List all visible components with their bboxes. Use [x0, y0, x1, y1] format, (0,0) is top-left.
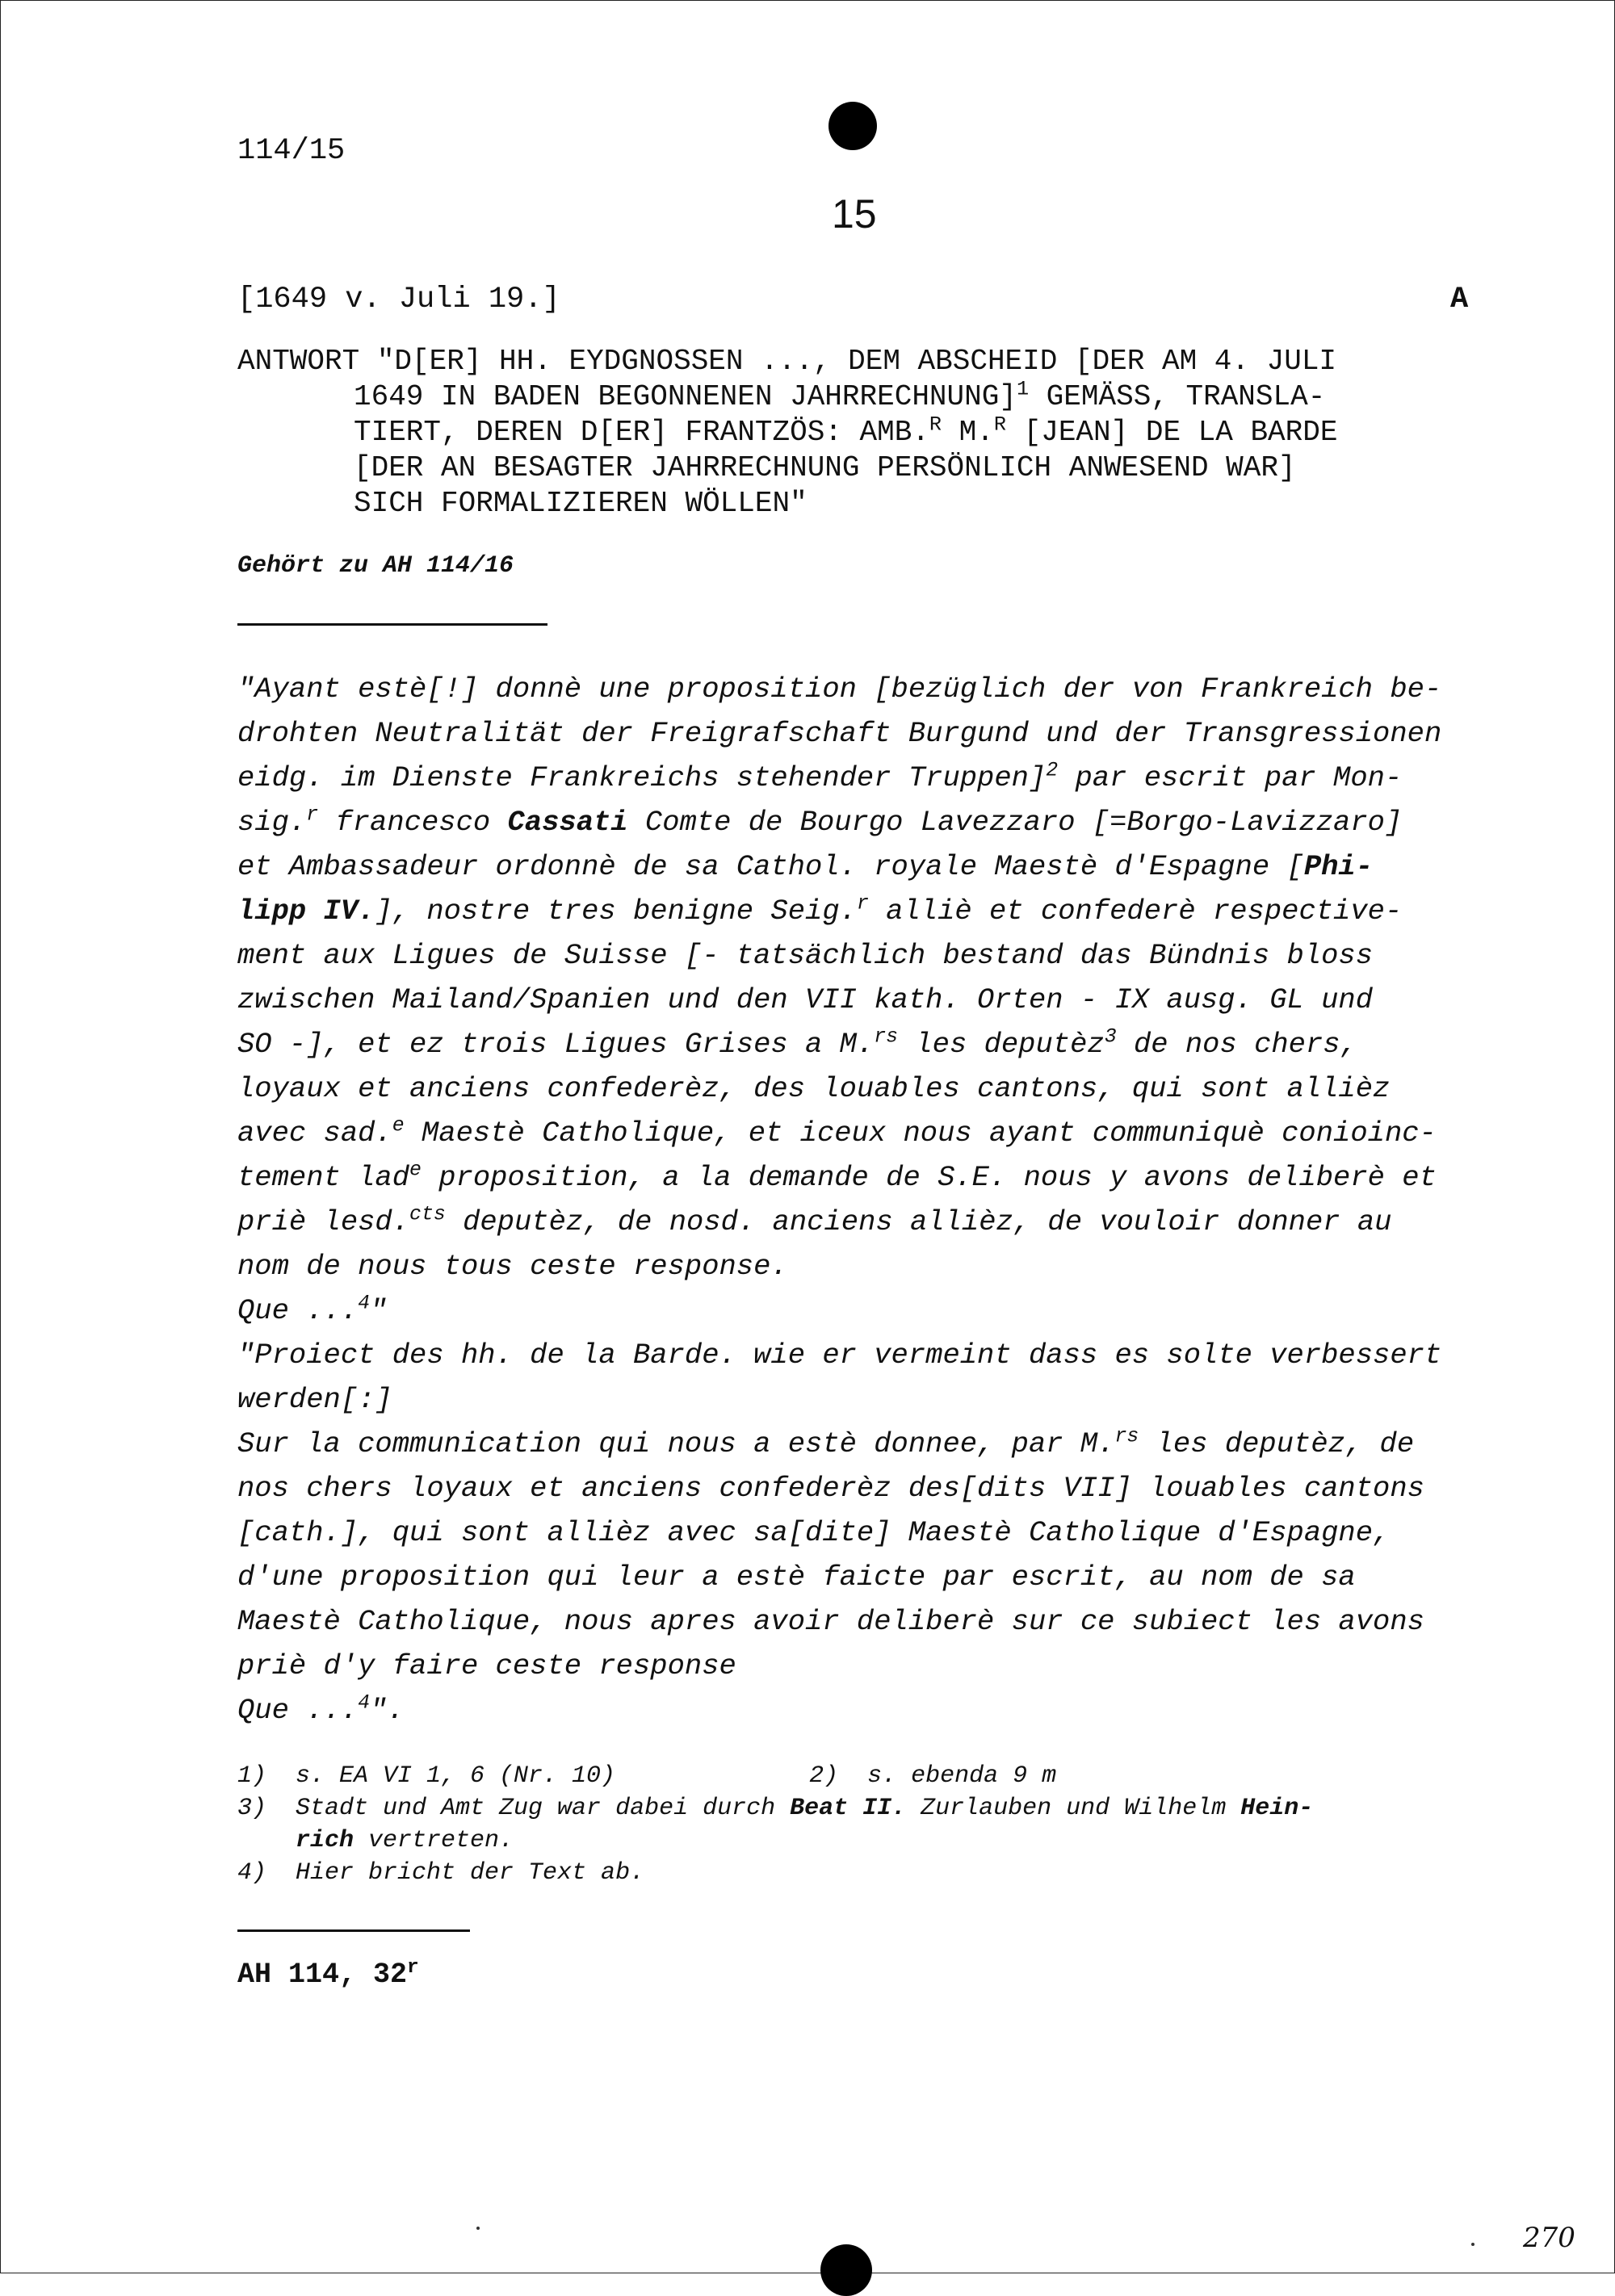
text-line: Que ...$^4$". [237, 1691, 405, 1727]
text-line: priè d'y faire ceste response [237, 1649, 736, 1682]
footnote-line: 3) Stadt und Amt Zug war dabei durch Beat II. Zurlauben und Wilhelm Hein- [237, 1795, 1314, 1822]
title-line: ANTWORT "D[ER] HH. EYDGNOSSEN ..., DEM ABSCHEID [DER AM 4. JULI [237, 345, 1337, 378]
speck [1471, 2243, 1474, 2246]
handwritten-page-number: 270 [1523, 2222, 1575, 2254]
footnote-line: rich vertreten. [296, 1827, 514, 1854]
text-line: d'une proposition qui leur a estè faicte par escrit, au nom de sa [237, 1561, 1356, 1594]
text-line: zwischen Mailand/Spanien und den VII kath. Orten - IX ausg. GL und [237, 983, 1374, 1016]
footnote-line: 1) s. EA VI 1, 6 (Nr. 10) 2) s. ebenda 9 m [237, 1762, 1057, 1790]
footnote-line: 4) Hier bricht der Text ab. [237, 1859, 645, 1887]
text-line: Sur la communication qui nous a estè donnee, par M.$^{rs}$ les deputèz, de [237, 1425, 1415, 1460]
archive-reference: AH 114, 32$^r$ [237, 1956, 419, 1991]
text-line: "Proiect des hh. de la Barde. wie er vermeint dass es solte verbessert [237, 1339, 1442, 1372]
superscript: R [993, 413, 1006, 437]
text-line: drohten Neutralität der Freigrafschaft Burgund und der Transgressionen [237, 717, 1442, 750]
text-line: eidg. im Dienste Frankreichs stehender Truppen]$^2$ par escrit par Mon- [237, 759, 1403, 794]
text-line: ment aux Ligues de Suisse [- tatsächlich bestand das Bündnis bloss [237, 939, 1374, 972]
superscript: R [929, 413, 942, 437]
title-line: [DER AN BESAGTER JAHRRECHNUNG PERSÖNLICH ANWESEND WAR] [354, 451, 1296, 484]
text-line: priè lesd.$^{cts}$ deputèz, de nosd. anciens allièz, de vouloir donner au [237, 1203, 1392, 1238]
speck [476, 2227, 480, 2230]
footnotes [237, 1760, 1481, 1889]
title-line: 1649 IN BADEN BEGONNENEN JAHRRECHNUNG]$^1$ GEMÄSS, TRANSLA- [354, 377, 1326, 413]
reference-note: Gehört zu AH 114/16 [237, 552, 514, 580]
person-name: Cassati [507, 806, 628, 839]
sheet-id: 114/15 [237, 134, 346, 168]
date-line: [1649 v. Juli 19.] [237, 283, 560, 316]
document-letter: A [1450, 283, 1469, 316]
text-line: [cath.], qui sont allièz avec sa[dite] Maestè Catholique d'Espagne, [237, 1516, 1391, 1549]
text-line: sig.$^r$ francesco Cassati Comte de Bourgo Lavezzaro [=Borgo-Lavizzaro] [237, 803, 1403, 839]
text-line: et Ambassadeur ordonnè de sa Cathol. royale Maestè d'Espagne [Phi- [237, 850, 1374, 883]
text-line: nos chers loyaux et anciens confederèz des[dits VII] louables cantons [237, 1472, 1424, 1505]
footnote-marker: 1 [1016, 377, 1030, 401]
document-title [237, 344, 1481, 522]
separator-rule [237, 1929, 470, 1932]
text-line: loyaux et anciens confederèz, des louables cantons, qui sont allièz [237, 1072, 1391, 1105]
page-number: 15 [832, 191, 877, 237]
punch-hole-top [828, 102, 877, 150]
title-line: SICH FORMALIZIEREN WÖLLEN" [354, 487, 808, 520]
punch-hole-bottom [820, 2244, 872, 2296]
title-line: TIERT, DEREN D[ER] FRANTZÖS: AMB.$^R$ M.$^R$ [JEAN] DE LA BARDE [354, 413, 1338, 449]
separator-rule [237, 623, 547, 626]
text-line: werden[:] [237, 1383, 392, 1416]
text-line: tement lad$^e$ proposition, a la demande de S.E. nous y avons deliberè et [237, 1158, 1437, 1194]
text-line: Que ...$^4$" [237, 1292, 388, 1327]
text-line: lipp IV.], nostre tres benigne Seig.$^r$ alliè et confederè respective- [237, 892, 1403, 928]
text-line: "Ayant estè[!] donnè une proposition [bezüglich der von Frankreich be- [237, 672, 1442, 706]
text-line: avec sad.$^e$ Maestè Catholique, et iceux nous ayant communiquè conioinc- [237, 1114, 1437, 1150]
text-line: SO -], et ez trois Ligues Grises a M.$^{rs}$ les deputèz$^3$ de nos chers, [237, 1025, 1357, 1061]
text-line: nom de nous tous ceste response. [237, 1250, 788, 1283]
quoted-text [237, 667, 1481, 1732]
text-line: Maestè Catholique, nous apres avoir deliberè sur ce subiect les avons [237, 1605, 1424, 1638]
